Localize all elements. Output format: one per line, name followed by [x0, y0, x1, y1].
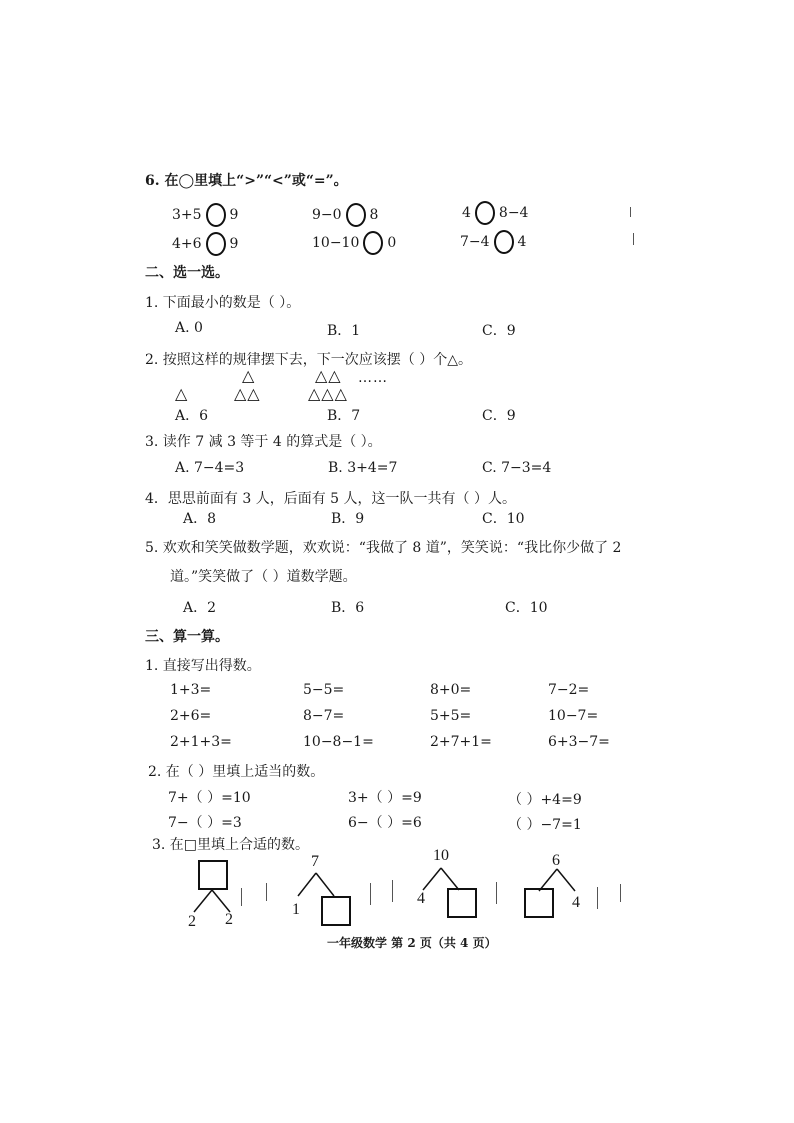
- triangle-pattern: △△: [234, 384, 261, 403]
- tree-right-number: 2: [225, 911, 233, 928]
- ellipsis: ……: [358, 370, 388, 386]
- option-c[interactable]: C．9: [482, 408, 516, 424]
- compare-item: 4 8−4: [462, 201, 528, 225]
- calc-item: 5−5=: [303, 682, 345, 698]
- tree-top-number: 7: [311, 853, 319, 870]
- question-4: 4．思思前面有 3 人，后面有 5 人，这一队一共有（ ）人。: [145, 491, 516, 507]
- tree-left-number: 1: [292, 901, 300, 918]
- fill-item: 7+（ ）=10: [168, 790, 251, 806]
- scan-mark: [597, 887, 598, 909]
- option-b[interactable]: B．7: [327, 408, 361, 424]
- option-b[interactable]: B．6: [331, 600, 365, 616]
- option-b[interactable]: B. 3+4=7: [328, 460, 398, 476]
- option-c[interactable]: C．9: [482, 323, 516, 339]
- page-footer: 一年级数学 第 2 页（共 4 页）: [327, 936, 497, 950]
- answer-box[interactable]: [198, 860, 228, 890]
- scan-mark: [370, 883, 371, 905]
- option-a[interactable]: A. 7−4=3: [175, 460, 245, 476]
- calc-item: 7−2=: [548, 682, 590, 698]
- calc-item: 6+3−7=: [548, 734, 610, 750]
- option-c[interactable]: C. 7−3=4: [482, 460, 552, 476]
- compare-item: 4+6 9: [172, 232, 238, 256]
- question-5-line2: 道。”笑笑做了（ ）道数学题。: [170, 569, 357, 585]
- option-a[interactable]: A．8: [183, 511, 217, 527]
- calc-item: 10−8−1=: [303, 734, 374, 750]
- compare-item: 9−0 8: [312, 203, 378, 227]
- scan-mark: [620, 884, 621, 902]
- question-2: 2. 按照这样的规律摆下去，下一次应该摆（ ）个△。: [145, 352, 473, 368]
- scan-mark: [630, 207, 631, 217]
- question-3-3: 3. 在□里填上合适的数。: [152, 837, 310, 853]
- scan-mark: [241, 888, 242, 906]
- triangle-pattern: △: [242, 366, 256, 385]
- question-1: 1. 下面最小的数是（ ）。: [145, 295, 301, 311]
- calc-item: 2+7+1=: [430, 734, 492, 750]
- calc-item: 8−7=: [303, 708, 345, 724]
- option-a[interactable]: A．6: [175, 408, 209, 424]
- calc-item: 5+5=: [430, 708, 472, 724]
- question-3: 3. 读作 7 减 3 等于 4 的算式是（ ）。: [145, 434, 382, 450]
- option-c[interactable]: C．10: [505, 600, 548, 616]
- tree-left-number: 2: [188, 913, 196, 930]
- tree-top-number: 6: [552, 852, 560, 869]
- triangle-pattern: △△: [315, 366, 342, 385]
- fill-item: 3+（ ）=9: [348, 790, 422, 806]
- calc-item: 2+6=: [170, 708, 212, 724]
- answer-box[interactable]: [524, 888, 554, 918]
- compare-item: 10−10 0: [312, 231, 396, 255]
- tree-right-number: 4: [572, 894, 580, 911]
- calc-item: 8+0=: [430, 682, 472, 698]
- fill-item: （ ）−7=1: [508, 817, 582, 833]
- option-a[interactable]: A. 0: [175, 320, 203, 336]
- question-5-line1: 5. 欢欢和笑笑做数学题，欢欢说：“我做了 8 道”，笑笑说：“我比你少做了 2: [145, 540, 622, 556]
- compare-item: 7−4 4: [460, 230, 526, 254]
- option-b[interactable]: B．9: [331, 511, 365, 527]
- scan-mark: [392, 880, 393, 902]
- compare-title: 6. 在◯里填上“>”“<”或“=”。: [145, 173, 348, 189]
- answer-box[interactable]: [447, 888, 477, 918]
- calc-item: 1+3=: [170, 682, 212, 698]
- option-b[interactable]: B．1: [327, 323, 361, 339]
- calc-item: 2+1+3=: [170, 734, 232, 750]
- tree-left-number: 4: [417, 890, 425, 907]
- compare-item: 3+5 9: [172, 203, 238, 227]
- section-3-title: 三、算一算。: [145, 629, 229, 645]
- section-2-title: 二、选一选。: [145, 265, 229, 281]
- calc-item: 10−7=: [548, 708, 599, 724]
- question-3-2: 2. 在（ ）里填上适当的数。: [148, 764, 325, 780]
- question-3-1: 1. 直接写出得数。: [145, 658, 261, 674]
- fill-item: （ ）+4=9: [508, 792, 582, 808]
- answer-box[interactable]: [321, 896, 351, 926]
- fill-item: 7−（ ）=3: [168, 815, 242, 831]
- triangle-pattern: △: [175, 384, 189, 403]
- scan-mark: [633, 233, 634, 245]
- option-c[interactable]: C．10: [482, 511, 525, 527]
- tree-top-number: 10: [433, 847, 449, 864]
- triangle-pattern: △△△: [308, 384, 348, 403]
- scan-mark: [496, 882, 497, 904]
- fill-item: 6−（ ）=6: [348, 815, 422, 831]
- option-a[interactable]: A．2: [183, 600, 217, 616]
- scan-mark: [266, 883, 267, 901]
